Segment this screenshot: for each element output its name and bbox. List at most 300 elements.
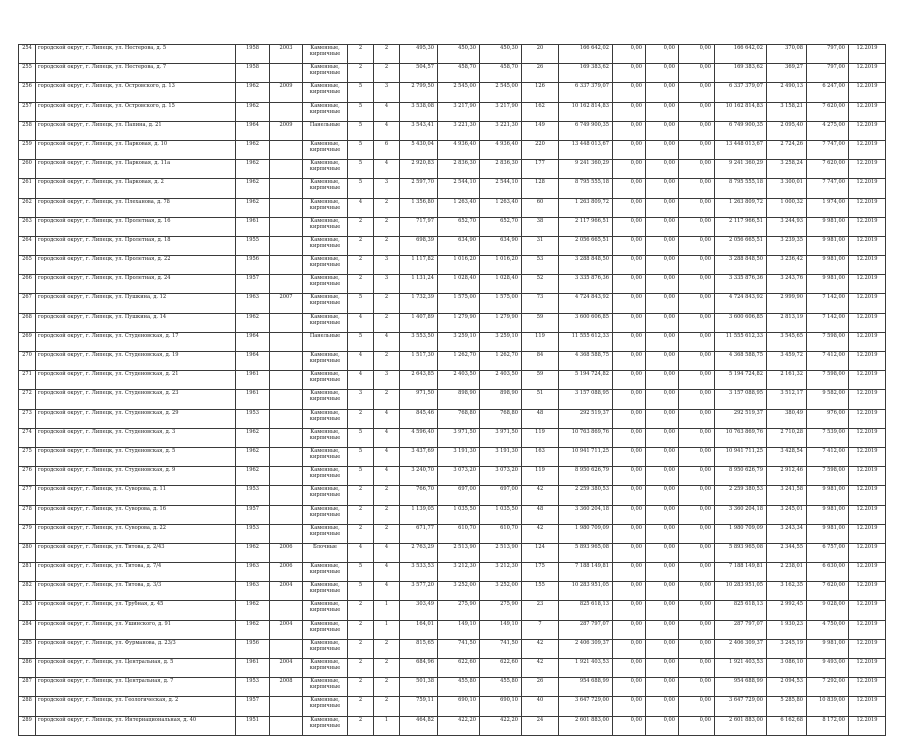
cell-address: городской округ, г. Липецк, ул. Студеновская, д. 21 bbox=[36, 371, 236, 390]
cell-federal-funds: 0,00 bbox=[613, 83, 646, 102]
cell-regional-funds: 0,00 bbox=[646, 256, 679, 275]
cell-local-funds: 0,00 bbox=[679, 543, 715, 562]
cell-entrances: 2 bbox=[374, 236, 400, 255]
cell-residential-area: 1 575,00 bbox=[480, 294, 522, 313]
table-row bbox=[19, 505, 886, 524]
cell-cost-per-sqm: 5 285,80 bbox=[767, 697, 807, 716]
cell-max-cost-per-sqm: 7 598,00 bbox=[807, 467, 849, 486]
cell-address: городской округ, г. Липецк, ул. Студеновская, д. 5 bbox=[36, 447, 236, 466]
cell-residents: 60 bbox=[522, 198, 559, 217]
cell-floors: 3 bbox=[348, 390, 374, 409]
cell-row-number: 285 bbox=[19, 639, 36, 658]
cell-cost-per-sqm: 2 490,13 bbox=[767, 83, 807, 102]
cell-regional-funds: 0,00 bbox=[646, 83, 679, 102]
cell-residential-area: 450,30 bbox=[480, 45, 522, 64]
table-row bbox=[19, 678, 886, 697]
cell-residents: 59 bbox=[522, 371, 559, 390]
cell-cost-per-sqm: 370,08 bbox=[767, 45, 807, 64]
cell-residents: 59 bbox=[522, 313, 559, 332]
cell-residential-area: 3 217,90 bbox=[480, 102, 522, 121]
cell-cost-per-sqm: 2 094,53 bbox=[767, 678, 807, 697]
cell-cost-per-sqm: 3 459,72 bbox=[767, 352, 807, 371]
cell-residents: 7 bbox=[522, 620, 559, 639]
cell-federal-funds: 0,00 bbox=[613, 620, 646, 639]
cell-row-number: 286 bbox=[19, 659, 36, 678]
cell-owner-funds: 825 618,13 bbox=[715, 601, 767, 620]
cell-residents: 24 bbox=[522, 716, 559, 735]
cell-address: городской округ, г. Липецк, ул. Плеханова, д. 78 bbox=[36, 198, 236, 217]
cell-wall-material: Каменные, кирпичные bbox=[303, 217, 348, 236]
cell-total-cost: 169 383,62 bbox=[559, 64, 613, 83]
cell-federal-funds: 0,00 bbox=[613, 390, 646, 409]
cell-total-cost: 7 188 149,81 bbox=[559, 563, 613, 582]
cell-total-cost: 3 335 876,36 bbox=[559, 275, 613, 294]
cell-renovation-year bbox=[270, 332, 303, 351]
cell-address: городской округ, г. Липецк, ул. Трубная, д. 45 bbox=[36, 601, 236, 620]
cell-regional-funds: 0,00 bbox=[646, 716, 679, 735]
cell-residential-area: 2 403,50 bbox=[480, 371, 522, 390]
cell-entrances: 4 bbox=[374, 121, 400, 140]
cell-cost-per-sqm: 2 238,01 bbox=[767, 563, 807, 582]
cell-completion-date: 12.2019 bbox=[849, 198, 886, 217]
cell-renovation-year: 2006 bbox=[270, 543, 303, 562]
cell-build-year: 1964 bbox=[236, 352, 270, 371]
cell-completion-date: 12.2019 bbox=[849, 45, 886, 64]
cell-federal-funds: 0,00 bbox=[613, 313, 646, 332]
table-row bbox=[19, 716, 886, 735]
cell-address: городской округ, г. Липецк, ул. Интернациональная, д. 40 bbox=[36, 716, 236, 735]
cell-owner-funds: 8 795 555,18 bbox=[715, 179, 767, 198]
cell-residents: 128 bbox=[522, 179, 559, 198]
cell-row-number: 263 bbox=[19, 217, 36, 236]
cell-completion-date: 12.2019 bbox=[849, 563, 886, 582]
cell-build-year: 1964 bbox=[236, 121, 270, 140]
cell-local-funds: 0,00 bbox=[679, 678, 715, 697]
cell-renovation-year bbox=[270, 486, 303, 505]
cell-total-area: 501,38 bbox=[400, 678, 438, 697]
cell-floors: 2 bbox=[348, 45, 374, 64]
cell-cost-per-sqm: 3 428,54 bbox=[767, 447, 807, 466]
cell-total-area: 464,82 bbox=[400, 716, 438, 735]
cell-build-year: 1962 bbox=[236, 140, 270, 159]
cell-max-cost-per-sqm: 9 981,00 bbox=[807, 275, 849, 294]
cell-max-cost-per-sqm: 4 750,00 bbox=[807, 620, 849, 639]
cell-total-area: 1 117,82 bbox=[400, 256, 438, 275]
cell-owner-funds: 2 056 665,51 bbox=[715, 236, 767, 255]
cell-floors: 5 bbox=[348, 179, 374, 198]
cell-row-number: 284 bbox=[19, 620, 36, 639]
cell-completion-date: 12.2019 bbox=[849, 467, 886, 486]
cell-premises-area: 634,90 bbox=[438, 236, 480, 255]
cell-floors: 2 bbox=[348, 256, 374, 275]
cell-entrances: 4 bbox=[374, 428, 400, 447]
cell-total-cost: 1 921 403,53 bbox=[559, 659, 613, 678]
cell-owner-funds: 1 980 709,09 bbox=[715, 524, 767, 543]
cell-residents: 52 bbox=[522, 275, 559, 294]
cell-owner-funds: 5 893 965,08 bbox=[715, 543, 767, 562]
cell-entrances: 1 bbox=[374, 620, 400, 639]
cell-residential-area: 4 936,40 bbox=[480, 140, 522, 159]
cell-entrances: 2 bbox=[374, 294, 400, 313]
cell-entrances: 2 bbox=[374, 697, 400, 716]
cell-floors: 5 bbox=[348, 582, 374, 601]
cell-regional-funds: 0,00 bbox=[646, 275, 679, 294]
cell-residential-area: 1 262,70 bbox=[480, 352, 522, 371]
cell-wall-material: Каменные, кирпичные bbox=[303, 45, 348, 64]
cell-max-cost-per-sqm: 7 412,00 bbox=[807, 447, 849, 466]
cell-regional-funds: 0,00 bbox=[646, 179, 679, 198]
cell-local-funds: 0,00 bbox=[679, 294, 715, 313]
cell-total-area: 845,46 bbox=[400, 409, 438, 428]
cell-address: городской округ, г. Липецк, ул. Нестерова, д. 7 bbox=[36, 64, 236, 83]
cell-total-area: 3 240,70 bbox=[400, 467, 438, 486]
cell-residents: 38 bbox=[522, 217, 559, 236]
cell-federal-funds: 0,00 bbox=[613, 332, 646, 351]
cell-residents: 20 bbox=[522, 45, 559, 64]
cell-address: городской округ, г. Липецк, ул. Пролетная, д. 24 bbox=[36, 275, 236, 294]
cell-address: городской округ, г. Липецк, ул. Геологическая, д. 2 bbox=[36, 697, 236, 716]
cell-local-funds: 0,00 bbox=[679, 140, 715, 159]
cell-local-funds: 0,00 bbox=[679, 64, 715, 83]
cell-renovation-year bbox=[270, 160, 303, 179]
cell-completion-date: 12.2019 bbox=[849, 620, 886, 639]
cell-local-funds: 0,00 bbox=[679, 620, 715, 639]
cell-row-number: 273 bbox=[19, 409, 36, 428]
cell-renovation-year: 2009 bbox=[270, 121, 303, 140]
cell-floors: 5 bbox=[348, 332, 374, 351]
cell-total-cost: 10 763 869,76 bbox=[559, 428, 613, 447]
cell-build-year: 1962 bbox=[236, 83, 270, 102]
cell-completion-date: 12.2019 bbox=[849, 639, 886, 658]
cell-owner-funds: 7 188 149,81 bbox=[715, 563, 767, 582]
cell-federal-funds: 0,00 bbox=[613, 275, 646, 294]
cell-total-area: 4 596,40 bbox=[400, 428, 438, 447]
cell-build-year: 1962 bbox=[236, 160, 270, 179]
cell-residential-area: 1 263,40 bbox=[480, 198, 522, 217]
cell-residential-area: 149,10 bbox=[480, 620, 522, 639]
cell-row-number: 274 bbox=[19, 428, 36, 447]
cell-regional-funds: 0,00 bbox=[646, 467, 679, 486]
cell-floors: 2 bbox=[348, 236, 374, 255]
cell-local-funds: 0,00 bbox=[679, 582, 715, 601]
cell-owner-funds: 2 259 380,53 bbox=[715, 486, 767, 505]
cell-row-number: 255 bbox=[19, 64, 36, 83]
cell-max-cost-per-sqm: 9 981,00 bbox=[807, 256, 849, 275]
cell-regional-funds: 0,00 bbox=[646, 447, 679, 466]
cell-premises-area: 3 073,20 bbox=[438, 467, 480, 486]
cell-renovation-year bbox=[270, 352, 303, 371]
cell-build-year: 1956 bbox=[236, 256, 270, 275]
cell-premises-area: 690,10 bbox=[438, 697, 480, 716]
cell-wall-material: Каменные, кирпичные bbox=[303, 198, 348, 217]
cell-total-area: 1 139,05 bbox=[400, 505, 438, 524]
cell-renovation-year bbox=[270, 428, 303, 447]
cell-premises-area: 3 212,30 bbox=[438, 563, 480, 582]
cell-completion-date: 12.2019 bbox=[849, 678, 886, 697]
cell-renovation-year: 2009 bbox=[270, 83, 303, 102]
cell-row-number: 276 bbox=[19, 467, 36, 486]
cell-premises-area: 3 252,00 bbox=[438, 582, 480, 601]
cell-cost-per-sqm: 6 162,68 bbox=[767, 716, 807, 735]
cell-residents: 42 bbox=[522, 659, 559, 678]
cell-regional-funds: 0,00 bbox=[646, 678, 679, 697]
cell-floors: 2 bbox=[348, 620, 374, 639]
cell-completion-date: 12.2019 bbox=[849, 486, 886, 505]
table-row bbox=[19, 352, 886, 371]
cell-federal-funds: 0,00 bbox=[613, 716, 646, 735]
cell-wall-material: Каменные, кирпичные bbox=[303, 294, 348, 313]
cell-total-cost: 10 941 711,25 bbox=[559, 447, 613, 466]
cell-residents: 163 bbox=[522, 447, 559, 466]
cell-cost-per-sqm: 3 243,76 bbox=[767, 275, 807, 294]
cell-residents: 26 bbox=[522, 678, 559, 697]
table-row bbox=[19, 486, 886, 505]
cell-row-number: 283 bbox=[19, 601, 36, 620]
cell-local-funds: 0,00 bbox=[679, 102, 715, 121]
cell-build-year: 1962 bbox=[236, 179, 270, 198]
cell-regional-funds: 0,00 bbox=[646, 659, 679, 678]
cell-completion-date: 12.2019 bbox=[849, 716, 886, 735]
cell-total-area: 495,30 bbox=[400, 45, 438, 64]
cell-federal-funds: 0,00 bbox=[613, 601, 646, 620]
cell-premises-area: 1 035,50 bbox=[438, 505, 480, 524]
cell-entrances: 2 bbox=[374, 524, 400, 543]
cell-total-area: 1 407,89 bbox=[400, 313, 438, 332]
cell-entrances: 2 bbox=[374, 45, 400, 64]
cell-owner-funds: 11 555 612,33 bbox=[715, 332, 767, 351]
cell-premises-area: 610,70 bbox=[438, 524, 480, 543]
cell-federal-funds: 0,00 bbox=[613, 160, 646, 179]
cell-completion-date: 12.2019 bbox=[849, 524, 886, 543]
cell-cost-per-sqm: 3 239,35 bbox=[767, 236, 807, 255]
cell-total-area: 1 732,39 bbox=[400, 294, 438, 313]
cell-build-year: 1958 bbox=[236, 64, 270, 83]
cell-renovation-year bbox=[270, 601, 303, 620]
cell-premises-area: 1 016,20 bbox=[438, 256, 480, 275]
cell-owner-funds: 3 335 876,36 bbox=[715, 275, 767, 294]
cell-residential-area: 3 221,30 bbox=[480, 121, 522, 140]
cell-federal-funds: 0,00 bbox=[613, 543, 646, 562]
cell-wall-material: Каменные, кирпичные bbox=[303, 467, 348, 486]
cell-address: городской округ, г. Липецк, ул. Титова, д. 2/43 bbox=[36, 543, 236, 562]
cell-regional-funds: 0,00 bbox=[646, 428, 679, 447]
cell-cost-per-sqm: 2 813,19 bbox=[767, 313, 807, 332]
cell-premises-area: 768,80 bbox=[438, 409, 480, 428]
cell-owner-funds: 10 941 711,25 bbox=[715, 447, 767, 466]
cell-entrances: 4 bbox=[374, 563, 400, 582]
cell-owner-funds: 2 406 309,37 bbox=[715, 639, 767, 658]
cell-total-area: 303,49 bbox=[400, 601, 438, 620]
cell-row-number: 266 bbox=[19, 275, 36, 294]
cell-max-cost-per-sqm: 1 974,00 bbox=[807, 198, 849, 217]
cell-build-year: 1961 bbox=[236, 659, 270, 678]
cell-renovation-year bbox=[270, 447, 303, 466]
cell-floors: 4 bbox=[348, 543, 374, 562]
table-row bbox=[19, 409, 886, 428]
cell-residents: 177 bbox=[522, 160, 559, 179]
cell-row-number: 269 bbox=[19, 332, 36, 351]
cell-local-funds: 0,00 bbox=[679, 256, 715, 275]
cell-build-year: 1963 bbox=[236, 294, 270, 313]
cell-local-funds: 0,00 bbox=[679, 716, 715, 735]
cell-floors: 2 bbox=[348, 678, 374, 697]
cell-build-year: 1956 bbox=[236, 639, 270, 658]
cell-owner-funds: 10 763 869,76 bbox=[715, 428, 767, 447]
cell-total-cost: 8 950 626,79 bbox=[559, 467, 613, 486]
cell-total-area: 1 517,30 bbox=[400, 352, 438, 371]
cell-max-cost-per-sqm: 976,00 bbox=[807, 409, 849, 428]
cell-row-number: 281 bbox=[19, 563, 36, 582]
cell-entrances: 4 bbox=[374, 467, 400, 486]
cell-renovation-year bbox=[270, 140, 303, 159]
cell-address: городской округ, г. Липецк, ул. Папина, д. 21 bbox=[36, 121, 236, 140]
cell-total-cost: 8 795 555,18 bbox=[559, 179, 613, 198]
cell-local-funds: 0,00 bbox=[679, 601, 715, 620]
cell-federal-funds: 0,00 bbox=[613, 447, 646, 466]
cell-row-number: 254 bbox=[19, 45, 36, 64]
table-row bbox=[19, 639, 886, 658]
cell-local-funds: 0,00 bbox=[679, 697, 715, 716]
cell-build-year: 1962 bbox=[236, 313, 270, 332]
cell-residents: 53 bbox=[522, 256, 559, 275]
cell-address: городской округ, г. Липецк, ул. Центральная, д. 5 bbox=[36, 659, 236, 678]
cell-residents: 31 bbox=[522, 236, 559, 255]
cell-cost-per-sqm: 369,27 bbox=[767, 64, 807, 83]
cell-premises-area: 1 575,00 bbox=[438, 294, 480, 313]
cell-wall-material: Каменные, кирпичные bbox=[303, 563, 348, 582]
cell-residential-area: 2 545,00 bbox=[480, 83, 522, 102]
cell-renovation-year: 2004 bbox=[270, 582, 303, 601]
cell-completion-date: 12.2019 bbox=[849, 83, 886, 102]
cell-entrances: 2 bbox=[374, 390, 400, 409]
cell-premises-area: 652,70 bbox=[438, 217, 480, 236]
cell-owner-funds: 166 642,02 bbox=[715, 45, 767, 64]
cell-address: городской округ, г. Липецк, ул. Парковая, д. 2 bbox=[36, 179, 236, 198]
cell-entrances: 2 bbox=[374, 505, 400, 524]
cell-renovation-year bbox=[270, 371, 303, 390]
cell-floors: 2 bbox=[348, 639, 374, 658]
cell-regional-funds: 0,00 bbox=[646, 332, 679, 351]
cell-address: городской округ, г. Липецк, ул. Суворова, д. 16 bbox=[36, 505, 236, 524]
cell-local-funds: 0,00 bbox=[679, 121, 715, 140]
cell-regional-funds: 0,00 bbox=[646, 121, 679, 140]
cell-premises-area: 2 403,50 bbox=[438, 371, 480, 390]
cell-local-funds: 0,00 bbox=[679, 505, 715, 524]
cell-floors: 4 bbox=[348, 371, 374, 390]
cell-total-cost: 2 259 380,53 bbox=[559, 486, 613, 505]
cell-local-funds: 0,00 bbox=[679, 217, 715, 236]
cell-federal-funds: 0,00 bbox=[613, 697, 646, 716]
cell-residential-area: 422,20 bbox=[480, 716, 522, 735]
cell-max-cost-per-sqm: 7 620,00 bbox=[807, 160, 849, 179]
cell-wall-material: Каменные, кирпичные bbox=[303, 601, 348, 620]
cell-address: городской округ, г. Липецк, ул. Ушинского, д. 91 bbox=[36, 620, 236, 639]
table-row bbox=[19, 332, 886, 351]
cell-cost-per-sqm: 3 300,01 bbox=[767, 179, 807, 198]
cell-build-year: 1953 bbox=[236, 678, 270, 697]
cell-residential-area: 455,80 bbox=[480, 678, 522, 697]
cell-owner-funds: 4 724 843,92 bbox=[715, 294, 767, 313]
cell-entrances: 1 bbox=[374, 716, 400, 735]
cell-floors: 5 bbox=[348, 467, 374, 486]
cell-row-number: 270 bbox=[19, 352, 36, 371]
cell-premises-area: 741,50 bbox=[438, 639, 480, 658]
cell-premises-area: 3 221,30 bbox=[438, 121, 480, 140]
table-row bbox=[19, 83, 886, 102]
cell-completion-date: 12.2019 bbox=[849, 140, 886, 159]
cell-wall-material: Каменные, кирпичные bbox=[303, 409, 348, 428]
cell-address: городской округ, г. Липецк, ул. Пролетная, д. 22 bbox=[36, 256, 236, 275]
cell-owner-funds: 6 337 379,07 bbox=[715, 83, 767, 102]
cell-row-number: 279 bbox=[19, 524, 36, 543]
cell-regional-funds: 0,00 bbox=[646, 409, 679, 428]
cell-premises-area: 697,00 bbox=[438, 486, 480, 505]
cell-entrances: 3 bbox=[374, 275, 400, 294]
cell-total-cost: 292 519,37 bbox=[559, 409, 613, 428]
cell-federal-funds: 0,00 bbox=[613, 217, 646, 236]
cell-row-number: 261 bbox=[19, 179, 36, 198]
cell-owner-funds: 5 194 724,82 bbox=[715, 371, 767, 390]
cell-cost-per-sqm: 2 992,45 bbox=[767, 601, 807, 620]
cell-row-number: 282 bbox=[19, 582, 36, 601]
cell-entrances: 4 bbox=[374, 582, 400, 601]
cell-residential-area: 741,50 bbox=[480, 639, 522, 658]
cell-floors: 5 bbox=[348, 563, 374, 582]
cell-row-number: 278 bbox=[19, 505, 36, 524]
cell-completion-date: 12.2019 bbox=[849, 121, 886, 140]
cell-total-area: 698,39 bbox=[400, 236, 438, 255]
cell-local-funds: 0,00 bbox=[679, 639, 715, 658]
cell-completion-date: 12.2019 bbox=[849, 256, 886, 275]
cell-max-cost-per-sqm: 7 292,00 bbox=[807, 678, 849, 697]
cell-total-cost: 3 157 088,95 bbox=[559, 390, 613, 409]
cell-entrances: 2 bbox=[374, 64, 400, 83]
cell-regional-funds: 0,00 bbox=[646, 639, 679, 658]
cell-total-cost: 3 647 729,00 bbox=[559, 697, 613, 716]
table-row bbox=[19, 294, 886, 313]
cell-premises-area: 898,90 bbox=[438, 390, 480, 409]
cell-entrances: 3 bbox=[374, 179, 400, 198]
cell-total-area: 671,77 bbox=[400, 524, 438, 543]
cell-residential-area: 634,90 bbox=[480, 236, 522, 255]
cell-residents: 119 bbox=[522, 428, 559, 447]
cell-federal-funds: 0,00 bbox=[613, 64, 646, 83]
cell-total-area: 3 553,50 bbox=[400, 332, 438, 351]
cell-residents: 119 bbox=[522, 332, 559, 351]
cell-cost-per-sqm: 380,49 bbox=[767, 409, 807, 428]
cell-premises-area: 2 544,10 bbox=[438, 179, 480, 198]
cell-max-cost-per-sqm: 9 981,00 bbox=[807, 524, 849, 543]
cell-address: городской округ, г. Липецк, ул. Нестерова, д. 5 bbox=[36, 45, 236, 64]
cell-regional-funds: 0,00 bbox=[646, 313, 679, 332]
cell-local-funds: 0,00 bbox=[679, 428, 715, 447]
cell-residents: 42 bbox=[522, 486, 559, 505]
table-row bbox=[19, 64, 886, 83]
cell-wall-material: Каменные, кирпичные bbox=[303, 352, 348, 371]
cell-owner-funds: 3 647 729,00 bbox=[715, 697, 767, 716]
cell-premises-area: 422,20 bbox=[438, 716, 480, 735]
table-row bbox=[19, 524, 886, 543]
cell-total-cost: 3 288 848,50 bbox=[559, 256, 613, 275]
cell-premises-area: 3 191,30 bbox=[438, 447, 480, 466]
cell-residential-area: 2 544,10 bbox=[480, 179, 522, 198]
cell-floors: 5 bbox=[348, 428, 374, 447]
cell-premises-area: 455,80 bbox=[438, 678, 480, 697]
cell-federal-funds: 0,00 bbox=[613, 371, 646, 390]
cell-address: городской округ, г. Липецк, ул. Студеновская, д. 3 bbox=[36, 428, 236, 447]
cell-wall-material: Каменные, кирпичные bbox=[303, 428, 348, 447]
cell-owner-funds: 2 117 966,51 bbox=[715, 217, 767, 236]
